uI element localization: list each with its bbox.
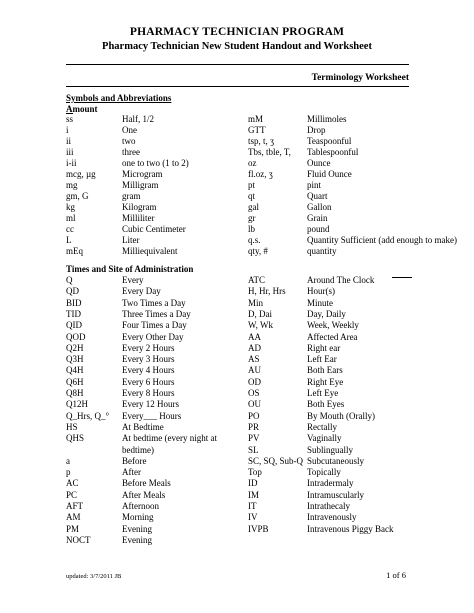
abbreviation-cell: HS [66, 421, 78, 432]
meaning-cell: Rectally [307, 421, 337, 432]
meaning-cell: Tablespoonful [307, 147, 359, 157]
worksheet-label: Terminology Worksheet [311, 73, 409, 83]
meaning-cell: Day, Daily [307, 308, 346, 319]
abbreviation-cell: Q6H [66, 376, 84, 387]
abbreviation-cell: W, Wk [248, 320, 274, 331]
abbreviation-cell: $\overline{ss}$ [66, 114, 74, 124]
meaning-cell: Intradermaly [307, 478, 354, 489]
meaning-cell: Three Times a Day [122, 308, 191, 319]
meaning-cell: Sublingually [307, 444, 354, 455]
page-title: PHARMACY TECHNICIAN PROGRAM [129, 26, 345, 38]
abbreviation-cell: OD [248, 376, 261, 387]
abbreviation-cell: i-ii [66, 158, 77, 168]
meaning-cell: Hour(s) [307, 286, 335, 297]
abbreviation-cell: Q2H [66, 342, 84, 353]
abbreviation-cell: AA [248, 331, 261, 342]
meaning-cell: Evening [122, 534, 152, 545]
meaning-cell: Microgram [122, 169, 163, 179]
abbreviation-cell: Min [248, 297, 264, 308]
section-times-title: Times and Site of Administration [66, 264, 194, 274]
section-amount-subtitle: Amount [66, 104, 98, 114]
abbreviation-cell: Top [248, 467, 262, 478]
abbreviation-cell: AC [66, 478, 79, 489]
meaning-cell: Liter [122, 235, 140, 245]
abbreviation-cell: ATC [248, 275, 266, 285]
meaning-cell: Ounce [307, 158, 331, 168]
meaning-cell: Vaginally [307, 433, 342, 444]
meaning-cell: gram [122, 191, 141, 201]
meaning-cell: Milligram [122, 180, 159, 190]
meaning-cell: Left Ear [307, 354, 337, 365]
meaning-cell: At Bedtime [122, 421, 164, 432]
section-symbols-title: Symbols and Abbreviations [66, 93, 172, 103]
abbreviation-cell: a [66, 455, 70, 466]
meaning-cell: At bedtime (every night at [122, 433, 217, 444]
abbreviation-cell: mEq [66, 246, 83, 256]
meaning-cell: Grain [307, 213, 328, 223]
abbreviation-cell: Q4H [66, 365, 84, 376]
abbreviation-cell: ii [66, 136, 72, 146]
meaning-cell: Drop [307, 125, 326, 135]
abbreviation-cell: SC, SQ, Sub-Q [248, 455, 304, 466]
meaning-cell: pint [307, 180, 322, 190]
meaning-cell: Minute [307, 297, 333, 308]
meaning-cell: Every 2 Hours [122, 342, 175, 353]
meaning-cell: Cubic Centimeter [122, 224, 186, 234]
meaning-cell: Morning [122, 512, 154, 523]
abbreviation-cell: Q8H [66, 388, 84, 398]
abbreviation-cell: QOD [66, 331, 86, 342]
meaning-cell: two [122, 136, 136, 146]
abbreviation-cell: IVPB [248, 523, 269, 534]
abbreviation-cell: AM [66, 512, 81, 523]
meaning-cell: After Meals [122, 489, 166, 500]
abbreviation-cell: OS [248, 388, 260, 398]
abbreviation-cell: q.s. [248, 235, 261, 245]
meaning-cell: pound [307, 224, 330, 234]
abbreviation-cell: Tbs, tble, T, [248, 147, 291, 157]
atc-dash-mark [392, 277, 412, 278]
abbreviation-cell: kg [66, 202, 75, 212]
meaning-cell: Every 4 Hours [122, 365, 175, 376]
abbreviation-cell: Q [66, 275, 73, 285]
abbreviation-cell: ID [248, 478, 258, 489]
abbreviation-cell: gal [248, 202, 259, 212]
meaning-cell: Quart [307, 191, 328, 201]
meaning-cell: Before Meals [122, 478, 171, 489]
abbreviation-cell: PC [66, 489, 78, 500]
meaning-cell: Milliequivalent [122, 246, 178, 256]
abbreviation-cell: IM [248, 489, 259, 500]
meaning-cell: Every 8 Hours [122, 388, 175, 398]
abbreviation-cell: QD [66, 286, 79, 297]
meaning-cell: quantity [307, 246, 337, 256]
abbreviation-cell: AD [248, 342, 261, 353]
meaning-cell: Week, Weekly [307, 320, 359, 331]
meaning-cell: Subcutaneously [307, 455, 364, 466]
abbreviation-cell: fl.oz, ʒ [248, 169, 273, 179]
meaning-cell: Intramuscularly [307, 489, 364, 500]
abbreviation-cell: gm, G [66, 191, 89, 201]
abbreviation-cell: AFT [66, 501, 84, 511]
abbreviation-cell: TID [66, 308, 81, 319]
meaning-cell: Around The Clock [307, 275, 375, 285]
meaning-cell: Intrathecaly [307, 501, 350, 511]
meaning-cell: Topically [307, 467, 341, 478]
meaning-cell: Both Eyes [307, 399, 345, 410]
meaning-cell: Affected Area [307, 331, 358, 342]
page-subtitle: Pharmacy Technician New Student Handout and Worksheet [102, 41, 372, 52]
abbreviation-cell: BID [66, 297, 82, 308]
header-rule [66, 64, 409, 65]
abbreviation-cell: i [66, 125, 69, 135]
abbreviation-cell: Q_Hrs, Q_° [66, 410, 110, 421]
abbreviation-cell: H, Hr, Hrs [248, 286, 286, 297]
abbreviation-cell: lb [248, 224, 256, 234]
meaning-cell: three [122, 147, 140, 157]
abbreviation-cell: PR [248, 421, 260, 432]
abbreviation-cell: Q3H [66, 354, 84, 365]
abbreviation-cell: PO [248, 410, 260, 421]
abbreviation-cell: SL [248, 444, 259, 455]
abbreviation-cell: GTT [248, 125, 266, 135]
abbreviation-cell: AU [248, 365, 261, 376]
footer-page-number: 1 of 6 [386, 570, 406, 580]
abbreviation-cell: tsp, t, ʒ [248, 136, 274, 146]
abbreviation-cell: qty, # [248, 246, 268, 256]
meaning-cell: Gallon [307, 202, 332, 212]
abbreviation-cell: PM [66, 523, 80, 534]
meaning-cell: Teaspoonful [307, 136, 352, 146]
abbreviation-cell: QID [66, 320, 82, 331]
meaning-cell: Four Times a Day [122, 320, 187, 331]
meaning-cell: Every 6 Hours [122, 376, 175, 387]
abbreviation-cell: mM [248, 114, 264, 124]
meaning-cell: Left Eye [307, 388, 339, 398]
abbreviation-cell: PV [248, 433, 260, 444]
abbreviation-cell: oz [248, 158, 257, 168]
abbreviation-cell: IT [248, 501, 257, 511]
meaning-cell: Right ear [307, 342, 341, 353]
meaning-cell: Right Eye [307, 376, 344, 387]
meaning-cell: Quantity Sufficient (add enough to make) [307, 235, 458, 245]
meaning-cell: Evening [122, 523, 152, 534]
abbreviation-cell: mg [66, 180, 78, 190]
abbreviation-cell: pt [248, 180, 256, 190]
abbreviation-cell: ml [66, 213, 76, 223]
abbreviation-cell: Q12H [66, 399, 88, 410]
meaning-cell: Every 12 Hours [122, 399, 179, 410]
abbreviation-cell: qt [248, 191, 256, 201]
worksheet-rule [66, 86, 409, 87]
abbreviation-cell: D, Dai [248, 308, 272, 319]
meaning-cell: Before [122, 455, 147, 466]
abbreviation-cell: AS [248, 354, 260, 365]
abbreviation-cell: p [66, 467, 71, 478]
abbreviation-cell: NOCT [66, 534, 91, 545]
meaning-cell: Fluid Ounce [307, 169, 352, 179]
meaning-cell: Every Day [122, 286, 161, 297]
meaning-cell: By Mouth (Orally) [307, 410, 375, 421]
footer-updated: updated: 3/7/2011 JB [66, 573, 122, 580]
meaning-cell: Millimoles [307, 114, 347, 124]
abbreviation-cell: gr [248, 213, 256, 223]
abbreviation-cell: mcg, µg [66, 169, 96, 179]
meaning-cell: Intravenous Piggy Back [307, 523, 394, 534]
meaning-cell: Every [122, 275, 144, 285]
meaning-cell: One [122, 125, 137, 135]
meaning-cell: After [122, 467, 141, 478]
meaning-cell: Afternoon [122, 501, 159, 511]
abbreviation-cell: L [66, 235, 72, 245]
abbreviation-cell: IV [248, 512, 258, 523]
meaning-cell: Every Other Day [122, 331, 184, 342]
meaning-cell: Kilogram [122, 202, 157, 212]
abbreviation-cell: QHS [66, 433, 85, 444]
meaning-cell: Every 3 Hours [122, 354, 175, 365]
meaning-cell: Two Times a Day [122, 297, 186, 308]
meaning-cell: bedtime) [122, 444, 154, 455]
meaning-cell: Half, 1/2 [122, 114, 154, 124]
abbreviation-cell: cc [66, 224, 74, 234]
meaning-cell: Milliliter [122, 213, 155, 223]
meaning-cell: one to two (1 to 2) [122, 158, 189, 168]
meaning-cell: Both Ears [307, 365, 343, 376]
meaning-cell: Intravenously [307, 512, 357, 523]
meaning-cell: Every___ Hours [122, 410, 182, 421]
abbreviation-cell: OU [248, 399, 261, 410]
abbreviation-cell: iii [66, 147, 74, 157]
